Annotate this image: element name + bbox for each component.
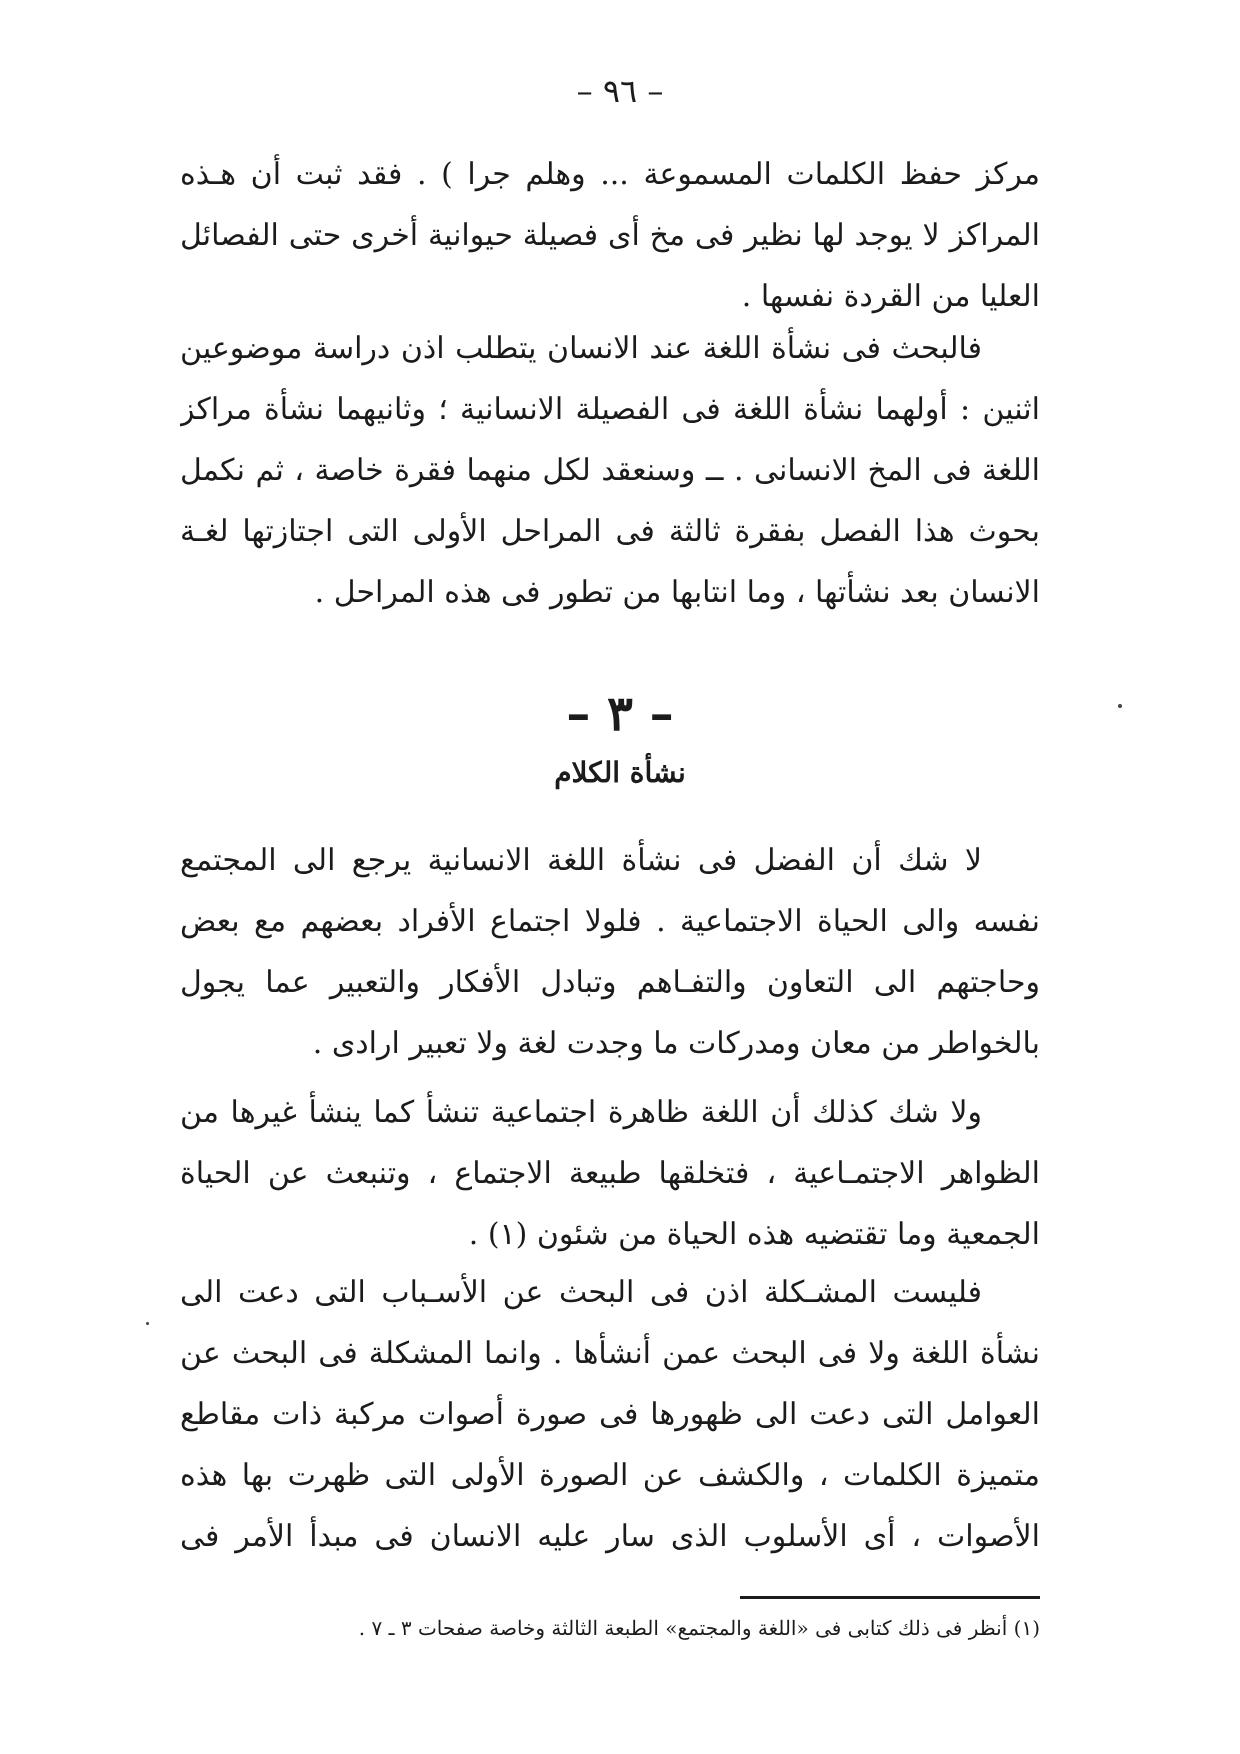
paragraph-2 [180,318,1040,623]
section-number: – ٣ – [566,686,674,742]
text-line: نشأة اللغة ولا فى البحث عمن أنشأها . وانما المشكلة فى البحث عن [180,1336,1040,1371]
paragraph-5 [180,1262,1040,1567]
paragraph-4 [180,1082,1040,1265]
paragraph-1 [180,144,1040,327]
section-title: نشأة الكلام [554,756,686,789]
footnote: (١) أنظر فى ذلك كتابى فى «اللغة والمجتمع» الطبعة الثالثة وخاصة صفحات ٣ ـ ٧ . [358,1616,1040,1640]
scan-speck [1118,704,1122,708]
text-line: الانسان بعد نشأتها ، وما انتابها من تطور فى هذه المراحل . [314,575,1040,610]
text-line: المراكز لا يوجد لها نظير فى مخ أى فصيلة حيوانية أخرى حتى الفصائل [180,218,1040,253]
text-line: فليست المشـكلة اذن فى البحث عن الأسـباب التى دعت الى [180,1275,982,1310]
text-line: اللغة فى المخ الانسانى . ــ وسنعقد لكل منهما فقرة خاصة ، ثم نكمل [180,453,1040,488]
text-line: متميزة الكلمات ، والكشف عن الصورة الأولى التى ظهرت بها هذه [180,1458,1040,1493]
text-line: الأصوات ، أى الأسلوب الذى سار عليه الانسان فى مبدأ الأمر فى [180,1519,1040,1554]
text-line: لا شك أن الفضل فى نشأة اللغة الانسانية يرجع الى المجتمع [180,843,982,878]
text-line: الظواهر الاجتمـاعية ، فتخلقها طبيعة الاجتماع ، وتنبعث عن الحياة [180,1156,1040,1191]
page-number: – ٩٦ – [576,72,664,110]
text-line: اثنين : أولهما نشأة اللغة فى الفصيلة الانسانية ؛ وثانيهما نشأة مراكز [180,392,1040,427]
text-line: بالخواطر من معان ومدركات ما وجدت لغة ولا تعبير ارادى . [312,1026,1040,1061]
text-line: العوامل التى دعت الى ظهورها فى صورة أصوات مركبة ذات مقاطع [180,1397,1040,1432]
text-line: بحوث هذا الفصل بفقرة ثالثة فى المراحل الأولى التى اجتازتها لغـة [180,514,1040,549]
text-line: نفسه والى الحياة الاجتماعية . فلولا اجتماع الأفراد بعضهم مع بعض [180,904,1040,939]
text-line: وحاجتهم الى التعاون والتفـاهم وتبادل الأفكار والتعبير عما يجول [180,965,1040,1000]
footnote-divider [740,1596,1040,1599]
paragraph-3 [180,830,1040,1074]
text-line: مركز حفظ الكلمات المسموعة ... وهلم جرا ) . فقد ثبت أن هـذه [180,157,1040,192]
text-line: ولا شك كذلك أن اللغة ظاهرة اجتماعية تنشأ كما ينشأ غيرها من [180,1095,982,1130]
text-line: العليا من القردة نفسها . [741,279,1040,314]
text-line: الجمعية وما تقتضيه هذه الحياة من شئون (١) . [468,1217,1040,1252]
text-line: فالبحث فى نشأة اللغة عند الانسان يتطلب اذن دراسة موضوعين [180,331,982,366]
scan-speck [146,1322,149,1325]
